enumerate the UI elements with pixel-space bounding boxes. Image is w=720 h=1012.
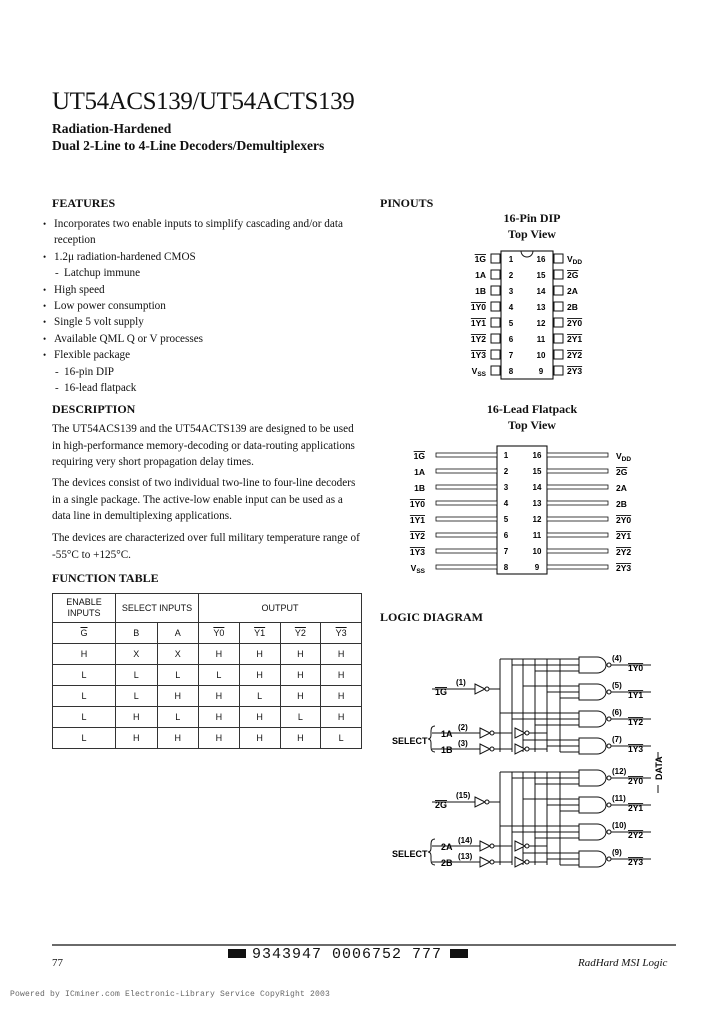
output-label: 2Y2 — [628, 830, 644, 840]
flatpack-view-label: Top View — [508, 418, 556, 432]
nand-output-bubble-icon — [607, 857, 611, 861]
nand-gate-icon — [579, 657, 606, 673]
table-cell: H — [280, 644, 321, 665]
pin-label: 1Y3 — [470, 350, 486, 360]
flatpack-pin-number: 5 — [503, 515, 509, 524]
flatpack-pin-number: 2 — [503, 467, 509, 476]
description-paragraph-1: The UT54ACS139 and the UT54ACTS139 are designed to be used in high-performance memory-decoding or data-routing applications requiring very short propagation delay times. — [52, 423, 355, 469]
page-title: UT54ACS139/UT54ACTS139 — [52, 88, 355, 115]
flatpack-pin-number: 7 — [503, 547, 509, 556]
logic-diagram-heading: LOGIC DIAGRAM — [380, 610, 484, 624]
pin-label: 1B — [475, 286, 486, 296]
pin-label: $V_{DD}$ — [567, 254, 583, 266]
table-cell: L — [53, 728, 116, 749]
select-inputs-header: SELECT INPUTS — [116, 594, 199, 623]
pin-label: 1G — [474, 254, 486, 264]
pin-label: 1B — [414, 483, 425, 493]
select-pin-number: (14) — [458, 836, 473, 845]
select-label: 2B — [441, 858, 453, 868]
description-paragraph-2: The devices consist of two individual two-line to four-line decoders in a single package. The active-low enable input can be used as a data line in demultiplexing applications. — [52, 477, 356, 523]
select-group-label: SELECT — [392, 736, 428, 746]
dip-pin-number: 13 — [536, 303, 546, 312]
feature-item: • Available QML Q or V processes — [42, 331, 368, 347]
pin-label: 2Y1 — [567, 334, 583, 344]
select-label: 1A — [441, 729, 453, 739]
inverter-bubble-icon — [490, 844, 494, 848]
flatpack-pin-number: 13 — [532, 499, 542, 508]
function-table-column-y0: Y0 — [199, 623, 240, 644]
pin-label: 1Y2 — [470, 334, 486, 344]
table-cell: X — [157, 644, 199, 665]
table-cell: H — [157, 728, 199, 749]
feature-item: - Latchup immune — [42, 265, 368, 281]
table-cell: H — [280, 686, 321, 707]
table-cell: L — [157, 707, 199, 728]
output-pin-number: (9) — [612, 848, 622, 857]
pin-label: 2Y2 — [567, 350, 583, 360]
table-cell: L — [116, 686, 158, 707]
output-pin-number: (12) — [612, 767, 627, 776]
table-cell: L — [280, 707, 321, 728]
output-label: 1Y1 — [628, 690, 644, 700]
buffer-icon — [475, 684, 485, 694]
subtitle: Radiation-Hardened — [52, 121, 172, 136]
pin-label: 2B — [567, 302, 578, 312]
flatpack-pin-number: 8 — [503, 563, 509, 572]
flatpack-pin-number: 10 — [532, 547, 542, 556]
table-cell: L — [199, 665, 240, 686]
pin-label: 1Y0 — [409, 499, 425, 509]
function-table-column-g: $\overline{G}$ — [53, 623, 116, 644]
flatpack-pin-number: 15 — [532, 467, 542, 476]
buffer-icon — [480, 744, 490, 754]
barcode-block-icon — [450, 949, 468, 958]
table-cell: L — [321, 728, 362, 749]
dip-pin-number: 3 — [508, 287, 514, 296]
inverter-bubble-icon — [485, 800, 489, 804]
inverter-bubble-icon — [525, 747, 529, 751]
output-label: 2Y0 — [628, 776, 644, 786]
pin-label: 2G — [567, 270, 579, 280]
function-table-column-y1: Y1 — [239, 623, 280, 644]
inverter-bubble-icon — [485, 687, 489, 691]
flatpack-pin-number: 6 — [503, 531, 509, 540]
data-label: DATA — [654, 756, 664, 780]
pin-label: 2Y2 — [616, 547, 632, 557]
table-cell: H — [116, 728, 158, 749]
select-label: 2A — [441, 842, 453, 852]
output-label: 1Y3 — [628, 744, 644, 754]
dip-view-label: Top View — [508, 227, 556, 241]
barcode-text: 9343947 0006752 777 — [252, 946, 443, 963]
pin-label: 2Y0 — [567, 318, 583, 328]
table-cell: H — [321, 707, 362, 728]
feature-item: • Low power consumption — [42, 298, 368, 314]
enable-pin-number: (15) — [456, 791, 471, 800]
feature-item: - 16-lead flatpack — [42, 380, 368, 396]
output-pin-number: (4) — [612, 654, 622, 663]
function-table-column-b: B — [116, 623, 158, 644]
pin-label: 2Y1 — [616, 531, 632, 541]
output-label: 1Y2 — [628, 717, 644, 727]
pin-label: 1Y0 — [470, 302, 486, 312]
flatpack-title: 16-Lead Flatpack — [486, 402, 578, 416]
dip-pin-number: 1 — [508, 255, 514, 264]
pin-label: 1Y1 — [409, 515, 425, 525]
dip-pin-number: 15 — [536, 271, 546, 280]
dip-title: 16-Pin DIP — [503, 211, 561, 225]
function-table-column-y3: Y3 — [321, 623, 362, 644]
enable-inputs-header: ENABLE INPUTS — [53, 594, 116, 623]
buffer-icon — [480, 728, 490, 738]
flatpack-pin-number: 11 — [532, 531, 542, 540]
nand-output-bubble-icon — [607, 690, 611, 694]
enable-label: 2G — [435, 800, 448, 810]
select-pin-number: (3) — [458, 739, 468, 748]
nand-gate-icon — [579, 738, 606, 754]
table-cell: H — [280, 665, 321, 686]
pin-label: 1G — [413, 451, 425, 461]
dip-pin-number: 6 — [508, 335, 514, 344]
table-cell: H — [239, 665, 280, 686]
dip-pin-number: 5 — [508, 319, 514, 328]
pin-label: $V_{SS}$ — [410, 563, 425, 575]
inverter-bubble-icon — [490, 731, 494, 735]
table-cell: L — [239, 686, 280, 707]
table-cell: H — [199, 644, 240, 665]
buffer-icon — [480, 841, 490, 851]
select-pin-number: (13) — [458, 852, 473, 861]
features-heading: FEATURES — [52, 196, 116, 210]
enable-label: 1G — [435, 687, 448, 697]
description-paragraph-3: The devices are characterized over full military temperature range of -55°C to +125°C. — [52, 532, 360, 561]
subtitle-2: Dual 2-Line to 4-Line Decoders/Demultiplexers — [52, 138, 325, 153]
feature-item: • Single 5 volt supply — [42, 314, 368, 330]
pin-label: 2A — [567, 286, 578, 296]
buffer-icon — [480, 857, 490, 867]
select-pin-number: (2) — [458, 723, 468, 732]
feature-item: - 16-pin DIP — [42, 364, 368, 380]
pin-label: 1Y2 — [409, 531, 425, 541]
table-cell: H — [321, 665, 362, 686]
table-cell: H — [199, 707, 240, 728]
dip-pin-number: 7 — [508, 351, 514, 360]
table-cell: H — [116, 707, 158, 728]
output-label: 1Y0 — [628, 663, 644, 673]
feature-item: • High speed — [42, 282, 368, 298]
table-cell: H — [321, 644, 362, 665]
nand-gate-icon — [579, 770, 606, 786]
dip-pin-number: 14 — [536, 287, 546, 296]
table-cell: L — [53, 686, 116, 707]
nand-output-bubble-icon — [607, 744, 611, 748]
select-label: 1B — [441, 745, 453, 755]
nand-gate-icon — [579, 851, 606, 867]
pin-label: $V_{DD}$ — [616, 451, 632, 463]
pinouts-heading: PINOUTS — [380, 196, 434, 210]
feature-item: • Incorporates two enable inputs to simplify cascading and/or data reception — [42, 216, 368, 249]
nand-gate-icon — [579, 684, 606, 700]
table-cell: H — [199, 686, 240, 707]
feature-item: • 1.2μ radiation-hardened CMOS — [42, 249, 368, 265]
inverter-bubble-icon — [490, 860, 494, 864]
nand-gate-icon — [579, 797, 606, 813]
flatpack-pin-number: 12 — [532, 515, 542, 524]
powered-by-note: Powered by ICminer.com Electronic-Library Service CopyRight 2003 — [10, 990, 331, 999]
table-cell: H — [239, 728, 280, 749]
table-cell: H — [53, 644, 116, 665]
output-pin-number: (7) — [612, 735, 622, 744]
inverter-bubble-icon — [525, 860, 529, 864]
page-number: 77 — [52, 957, 63, 969]
table-cell: H — [157, 686, 199, 707]
enable-pin-number: (1) — [456, 678, 466, 687]
pin-label: 1Y3 — [409, 547, 425, 557]
pin-label: 1Y1 — [470, 318, 486, 328]
flatpack-pin-number: 3 — [503, 483, 509, 492]
nand-output-bubble-icon — [607, 717, 611, 721]
nand-output-bubble-icon — [607, 803, 611, 807]
output-pin-number: (6) — [612, 708, 622, 717]
select-group-label: SELECT — [392, 849, 428, 859]
pin-label: $V_{SS}$ — [471, 366, 486, 378]
output-pin-number: (10) — [612, 821, 627, 830]
output-label: 2Y3 — [628, 857, 644, 867]
table-cell: H — [239, 707, 280, 728]
description-heading: DESCRIPTION — [52, 402, 136, 416]
flatpack-pin-number: 14 — [532, 483, 542, 492]
pin-label: 2A — [616, 483, 627, 493]
nand-output-bubble-icon — [607, 830, 611, 834]
nand-gate-icon — [579, 824, 606, 840]
pin-label: 2B — [616, 499, 627, 509]
flatpack-pin-number: 16 — [532, 451, 542, 460]
nand-output-bubble-icon — [607, 776, 611, 780]
output-pin-number: (5) — [612, 681, 622, 690]
nand-output-bubble-icon — [607, 663, 611, 667]
function-table-heading: FUNCTION TABLE — [52, 571, 159, 585]
output-header: OUTPUT — [199, 594, 362, 623]
dip-pin-number: 12 — [536, 319, 546, 328]
table-cell: L — [157, 665, 199, 686]
select-brace-icon — [428, 839, 435, 865]
output-label: 2Y1 — [628, 803, 644, 813]
flatpack-pin-number: 4 — [503, 499, 509, 508]
function-table-column-a: A — [157, 623, 199, 644]
dip-pin-number: 9 — [538, 367, 544, 376]
table-cell: L — [53, 707, 116, 728]
table-cell: H — [280, 728, 321, 749]
output-pin-number: (11) — [612, 794, 626, 803]
dip-pin-number: 16 — [536, 255, 546, 264]
table-cell: H — [321, 686, 362, 707]
pin-label: 1A — [475, 270, 486, 280]
barcode-number — [52, 946, 468, 963]
pin-label: 2Y0 — [616, 515, 632, 525]
dip-pin-number: 10 — [536, 351, 546, 360]
pin-label: 2Y3 — [567, 366, 583, 376]
dip-pin-number: 11 — [536, 335, 546, 344]
table-cell: L — [53, 665, 116, 686]
footer-brand: RadHard MSI Logic — [578, 957, 668, 969]
function-table-column-y2: Y2 — [280, 623, 321, 644]
nand-gate-icon — [579, 711, 606, 727]
barcode-block-icon — [228, 949, 246, 958]
inverter-bubble-icon — [490, 747, 494, 751]
feature-item: • Flexible package — [42, 347, 368, 363]
buffer-icon — [475, 797, 485, 807]
pin-label: 2G — [616, 467, 628, 477]
pin-label: 1A — [414, 467, 425, 477]
table-cell: X — [116, 644, 158, 665]
flatpack-pin-number: 9 — [534, 563, 540, 572]
select-brace-icon — [428, 726, 435, 752]
flatpack-pin-number: 1 — [503, 451, 509, 460]
dip-pin-number: 2 — [508, 271, 514, 280]
inverter-bubble-icon — [525, 731, 529, 735]
table-cell: H — [239, 644, 280, 665]
table-cell: H — [199, 728, 240, 749]
dip-pin-number: 8 — [508, 367, 514, 376]
pin-label: 2Y3 — [616, 563, 632, 573]
inverter-bubble-icon — [525, 844, 529, 848]
table-cell: L — [116, 665, 158, 686]
dip-pin-number: 4 — [508, 303, 514, 312]
